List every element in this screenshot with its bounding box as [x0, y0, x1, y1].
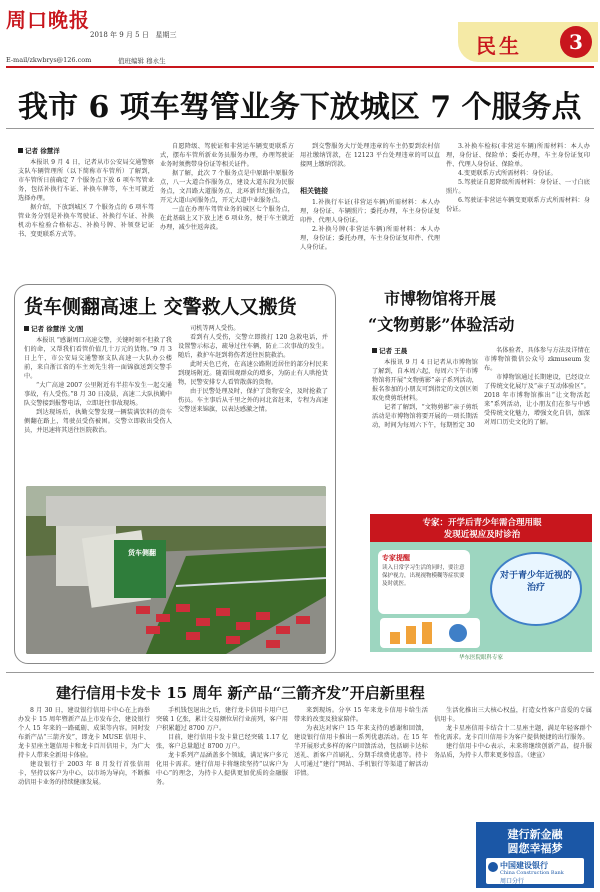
museum-story-col2: [484, 346, 590, 508]
paragraph: 目前，建行信用卡发卡量已经突破 1.17 亿张，客户总量超过 8700 万户。: [156, 734, 288, 750]
paragraph: 本报讯 9 月 4 日，记者从市公安局交通警察支队车辆管理所（以下简称市车管所）了解到，市车管所日前确定 7 个服务点下放 6 项车驾管业务，包括补换行车证、补换车牌等，车主可就近选择办理。: [18, 159, 154, 202]
eye-ad-circle-text: 对于青少年近视的治疗: [499, 571, 572, 593]
list-item: 4.变更联系方式所需材料：身份证。: [458, 170, 557, 177]
truck-story-col2: [178, 324, 328, 482]
issue-date: 2018 年 9 月 5 日 星期三: [90, 31, 177, 39]
ccb-name: 中国建设银行: [500, 860, 548, 870]
paragraph: 记者了解到，“文物剪影”亲子剪纸活动是市博物馆将要开展的一项长期活动，时间为每周六下午，每期暂定 30: [372, 404, 478, 429]
eye-health-ad: [370, 514, 592, 664]
list-item: 3.补换车检标(非营运车辆)所需材料：本人办理，身份证、保险单；委托办理，车主身份证复印件、代理人身份证、保险单。: [446, 143, 590, 168]
truck-photo-sign: 货车侧翻: [128, 548, 156, 557]
ccb-logo-icon: [488, 862, 498, 872]
byline-square-icon: [372, 348, 377, 353]
paragraph: 本报讯 “感谢周口高速交警，关键时刻不但救了我们的命，又帮我们看管价值几十万元的货物。”9 月 3 日上午，市公安局交通警察支队高速一大队办公楼前，来自浙江省的车主刘先生将一面锦旗送到交警手中。: [24, 337, 172, 380]
paragraph: 龙卡系列产品涵盖多个领域，满足客户多元化用卡需求。建行信用卡将继续坚持“以客户为中心”的理念，为持卡人提供更加优质的金融服务。: [156, 752, 288, 786]
paragraph: 看到有人受伤，交警立即拨打 120 急救电话，并设置警示标志，疏导过往车辆，防止二次事故的发生。随后，救护车赶到将伤者送往医院救治。: [178, 334, 328, 359]
paragraph: 手机钱包退出之后，建行龙卡信用卡用户已突破 1 亿张，累计交易额位居行业前列，客户用户积累超过 8700 万户。: [156, 707, 288, 732]
eye-ad-card-text: 读入日常学习生活的同时，要注意保护视力，出现视物模糊等症状要及时就医。: [382, 565, 465, 587]
paragraph: 建设银行于 2003 年 8 月发行首张信用卡，坚持以客户为中心，以市场为导向，不断推动信用卡业务的持续健康发展。: [18, 761, 150, 786]
main-story-col3-list: [300, 198, 440, 278]
ccb-branch: 周口分行: [500, 878, 525, 885]
main-story-col4: [446, 142, 590, 278]
paragraph: 生活化推出三大核心权益，打造女性客户喜爱的专属信用卡。: [434, 707, 592, 723]
paragraph: 8 月 30 日，建设银行信用卡中心在上海举办发卡 15 周年暨新产品上市发布会，建设银行个人 15 年来的一路砥砺、成果等内容。同时发布新产品“三箭齐发”，即龙卡 MUSE 信用卡、龙卡星座主题信用卡和龙卡百川信用卡，为广大持卡人带来全新用卡体验。: [18, 707, 150, 759]
bank-story-col3: [294, 706, 428, 886]
main-headline: 我市 6 项车驾管业务下放城区 7 个服务点: [18, 90, 582, 125]
list-item: 6.驾驶证非营运车辆变更联系方式所需材料：身份证。: [446, 197, 590, 213]
eye-ad-card: [378, 550, 470, 614]
eye-ad-card-label: 专家提醒: [382, 553, 410, 562]
paragraph: 司机等两人受伤。: [190, 325, 240, 332]
ccb-name-en: China Construction Bank: [500, 870, 564, 876]
page-number: 3: [560, 26, 592, 58]
section-divider: [6, 672, 594, 673]
museum-byline: 记者 王晨: [372, 346, 407, 355]
bank-story-col1: [18, 706, 150, 886]
paragraph: 来到现场。分享 15 年来龙卡信用卡给生活带来的改变及独家陪伴。: [294, 707, 428, 723]
duty-editor: 值班编辑 穆永生: [118, 57, 166, 65]
byline-square-icon: [18, 148, 23, 153]
list-item: 1.补换行车证(非营运车辆)所需材料：本人办理，身份证、车辆照片；委托办理，车主身份证复印件、代理人身份证。: [300, 199, 440, 224]
paragraph: 据介绍，下放到城区 7 个服务点的 6 项车驾管业务分别是补换车驾驶证、补换行车证、补换机动车检验合格标志、补换号牌、补领登记证书、变更联系方式等。: [18, 204, 154, 238]
museum-headline-line1: 市博物馆将开展: [384, 289, 497, 308]
header-rule: [6, 66, 594, 68]
museum-headline-line2: “文物剪影”体验活动: [368, 315, 515, 334]
main-story-col3: [300, 142, 440, 182]
paragraph: 龙卡星座信用卡结合十二星座主题，满足年轻客群个性化需求。龙卡百川信用卡为客户提供便捷的出行服务。: [434, 725, 592, 741]
main-story-col1: [18, 158, 154, 278]
ccb-ad-slogan-line1: 建行新金融: [507, 828, 563, 841]
eye-ad-footer: [370, 652, 592, 664]
bank-headline: 建行信用卡发卡 15 周年 新产品“三箭齐发”开启新里程: [56, 684, 425, 702]
related-links-label: 相关链接: [300, 186, 328, 195]
paragraph: “大广高速 2007 公里附近有半挂车发生一起交通事故，有人受伤。”8 月 30 日凌晨，高速二大队执勤中队交警接到报警电话，立即赶往事故现场。: [24, 382, 172, 407]
paragraph: 到交警服务大厅处理违章的车主仍要到农村信用社缴纳罚款，在 12123 平台处理违章的可以直接网上缴纳罚款。: [300, 143, 440, 168]
list-item: 5.驾驶证自愿降级所需材料：身份证、一寸白底照片。: [446, 179, 590, 195]
section-label: 民生: [476, 34, 522, 58]
main-byline: 记者 徐慧洋: [18, 146, 60, 155]
paragraph: 据了解，此次 7 个服务点是中原路中原服务点，八一大道合作服务点，建设大道东段为民服务点，文昌路大道服务点，北环新世纪服务点，开元大道山河服务点，开元大道中业服务点。: [160, 170, 294, 204]
paragraph: 自愿降级、驾驶证和非营运车辆变更联系方式，摆布车管所新业务员服务办理，办理驾驶证业务时须携带身份证等相关证件。: [160, 143, 294, 168]
byline-square-icon: [24, 326, 29, 331]
paragraph: 一直在办理车驾管业务的城区七个服务点，在此基础上又下放上述 6 项业务，便于车主就近办理，减少往返奔波。: [160, 206, 294, 231]
eye-ad-chart-icon: [380, 618, 480, 648]
paragraph: 此时天色已亮，在高速公路附近居住的部分村民来到现场附近。随着围观群众的增多，为防止有人哄抢货物，民警安排专人看管散落的货物。: [178, 361, 328, 386]
paragraph: 市博物馆通过长期建设，已经设立了传统文化展厅及“亲子互动体验区”。2018 年市博物馆推出“让文物活起来”系列活动，让小朋友们在参与中感受传统文化魅力，增强文化自信，加深对周口历史文化的了解。: [484, 374, 590, 426]
paragraph: 本报讯 9 月 4 日记者从市博物馆了解到，自本周六起，每周六下午市博物馆将开展“文物剪影”亲子系列活动，报名参加的小朋友可到指定的文创区领取免费剪纸材料。: [372, 359, 478, 402]
truck-byline: 记者 徐慧洋 文/图: [24, 324, 83, 333]
museum-story-col1: [372, 358, 478, 508]
eye-ad-footer-text: 华东医院眼科专家: [458, 655, 503, 661]
ccb-ad-slogan-line2: 圆您幸福梦: [507, 842, 563, 855]
eye-ad-title-line2: 发现近视应及时诊治: [443, 530, 521, 540]
paragraph: 到达现场后，执勤交警发现一辆装满饮料的货车侧翻在路上，驾驶员受伤被困。交警立即救出受伤人员，并迅速将其送往医院救治。: [24, 409, 172, 434]
paragraph: 名体验者，具体参与方法及详情在市博物馆微信公众号 zkmuseum 发布。: [484, 347, 590, 372]
paragraph: 建行信用卡中心表示，未来将继续创新产品，提升服务品质，为持卡人带来更多惊喜。（建宣）: [434, 743, 592, 759]
bank-story-col4: [434, 706, 592, 818]
paragraph: 由于民警处理及时，保护了货物安全，及时抢救了伤员。车主事后从千里之外的河北省赶来，专程为高速交警送来锦旗，以表达感激之情。: [178, 388, 328, 413]
bank-story-col2: [156, 706, 288, 886]
eye-ad-title-line1: 专家：开学后青少年需合理用眼: [422, 518, 542, 528]
truck-photo-illustration: [26, 486, 326, 654]
truck-accident-photo: [26, 486, 326, 654]
paragraph: 为表达对客户 15 年来支持的感谢和回馈，建设银行信用卡推出一系列优惠活动。在 15 年半开展形式多样的客户回馈活动，包括刷卡达标送礼、新客户首刷礼、分期手续费优惠等。持卡人可通过“建行”网站、手机银行等渠道了解活动详情。: [294, 725, 428, 777]
list-item: 2.补换号牌(非营运车辆)所需材料：本人办理，身份证；委托办理，车主身份证复印件、代理人身份证。: [300, 226, 440, 251]
contact-email: E-mail/zkwbrys@126.com: [6, 56, 92, 64]
masthead: 周口晚报: [6, 8, 90, 32]
main-story-col2: [160, 142, 294, 278]
truck-headline: 货车侧翻高速上 交警救人又搬货: [24, 296, 297, 318]
headline-rule: [6, 128, 594, 129]
truck-story-col1: [24, 336, 172, 482]
